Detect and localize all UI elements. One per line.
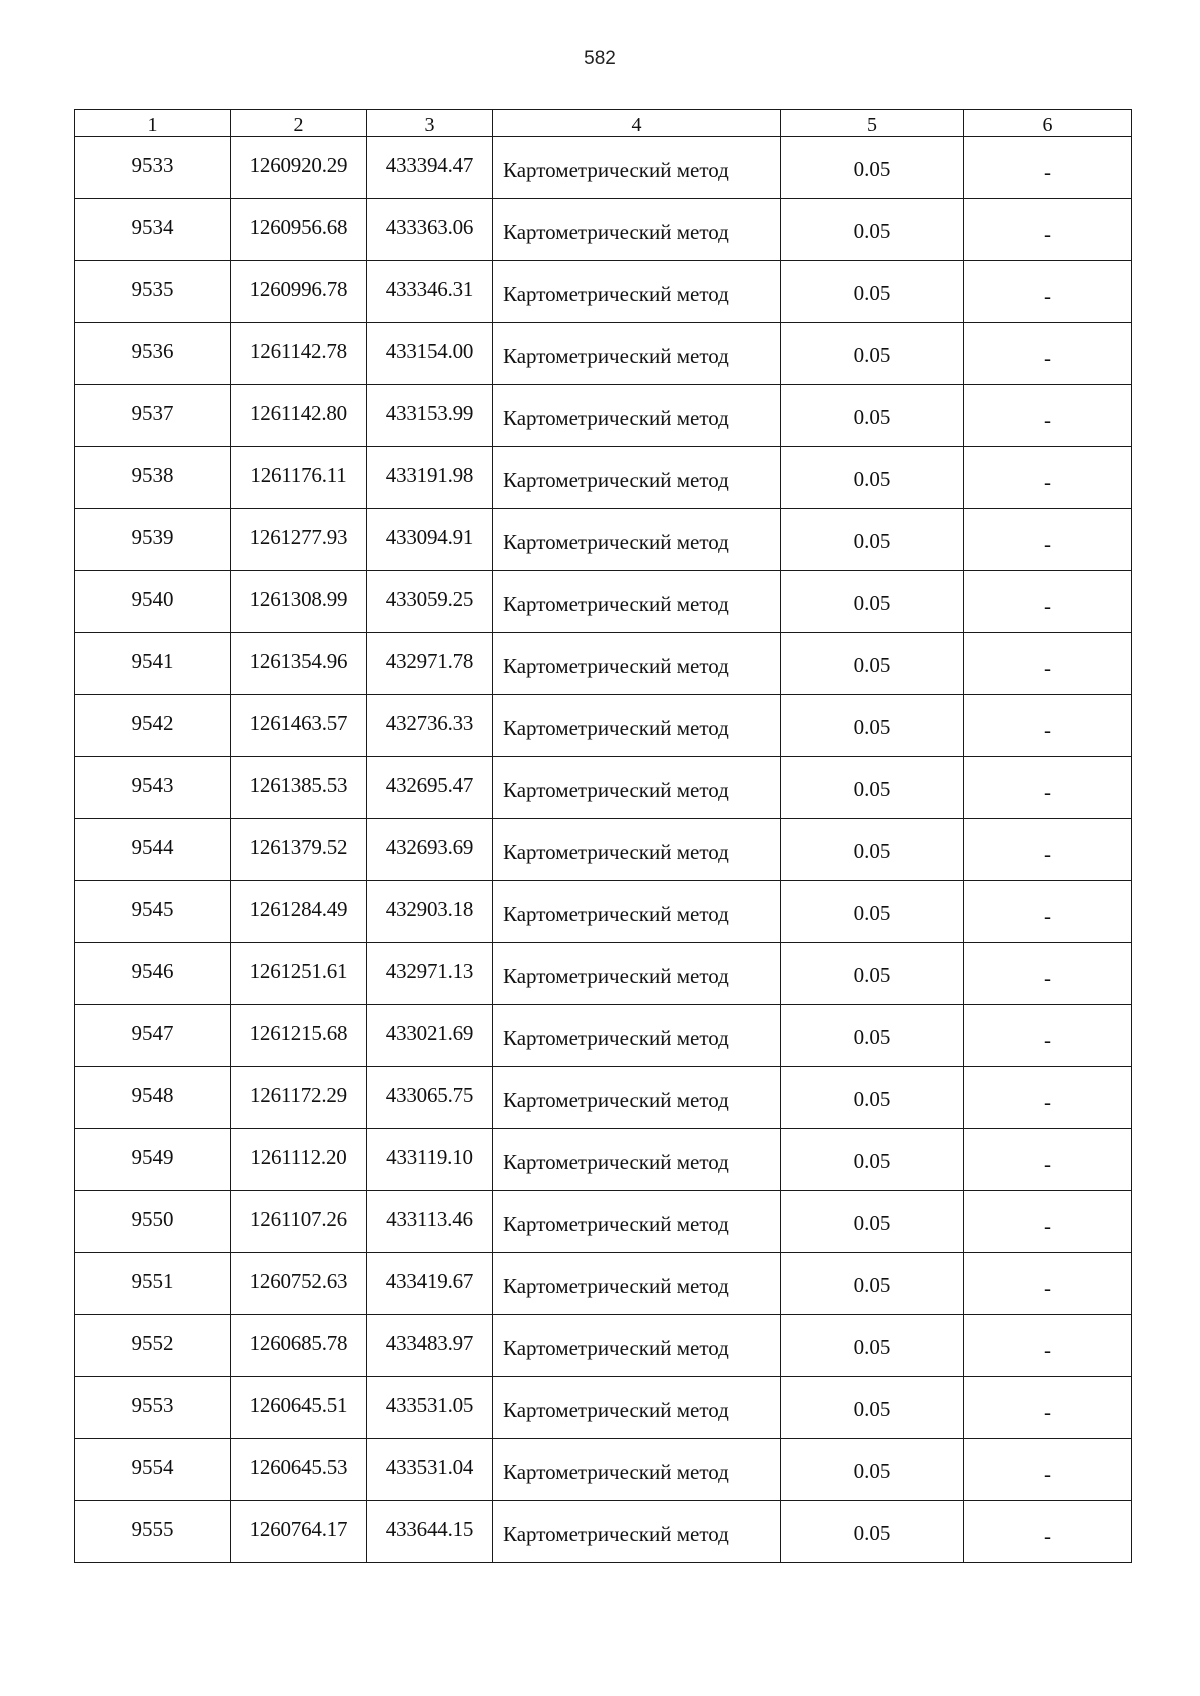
table-row <box>75 509 1132 571</box>
table-row <box>75 1129 1132 1191</box>
method-cell: Картометрический метод <box>493 385 781 447</box>
method-cell: Картометрический метод <box>493 137 781 199</box>
table-row <box>75 261 1132 323</box>
method-cell: Картометрический метод <box>493 1005 781 1067</box>
note-cell: - <box>964 385 1132 447</box>
point-number-cell: 9545 <box>75 881 231 943</box>
point-number-cell: 9549 <box>75 1129 231 1191</box>
y-coordinate-cell: 432693.69 <box>367 819 493 881</box>
error-cell: 0.05 <box>781 1377 964 1439</box>
error-cell: 0.05 <box>781 1191 964 1253</box>
y-coordinate-cell: 432903.18 <box>367 881 493 943</box>
table-row <box>75 1501 1132 1563</box>
note-cell: - <box>964 881 1132 943</box>
point-number-cell: 9543 <box>75 757 231 819</box>
y-coordinate-cell: 433154.00 <box>367 323 493 385</box>
error-cell: 0.05 <box>781 695 964 757</box>
table-row <box>75 757 1132 819</box>
point-number-cell: 9534 <box>75 199 231 261</box>
table-row <box>75 137 1132 199</box>
note-cell: - <box>964 757 1132 819</box>
error-cell: 0.05 <box>781 261 964 323</box>
note-cell: - <box>964 199 1132 261</box>
point-number-cell: 9541 <box>75 633 231 695</box>
note-cell: - <box>964 633 1132 695</box>
note-cell: - <box>964 323 1132 385</box>
method-cell: Картометрический метод <box>493 1067 781 1129</box>
point-number-cell: 9535 <box>75 261 231 323</box>
x-coordinate-cell: 1260996.78 <box>231 261 367 323</box>
error-cell: 0.05 <box>781 385 964 447</box>
table-body <box>75 137 1132 1563</box>
error-cell: 0.05 <box>781 199 964 261</box>
y-coordinate-cell: 433113.46 <box>367 1191 493 1253</box>
note-cell: - <box>964 1129 1132 1191</box>
table-row <box>75 1253 1132 1315</box>
error-cell: 0.05 <box>781 1129 964 1191</box>
x-coordinate-cell: 1261107.26 <box>231 1191 367 1253</box>
y-coordinate-cell: 432736.33 <box>367 695 493 757</box>
point-number-cell: 9533 <box>75 137 231 199</box>
table-row <box>75 881 1132 943</box>
point-number-cell: 9537 <box>75 385 231 447</box>
x-coordinate-cell: 1261284.49 <box>231 881 367 943</box>
x-coordinate-cell: 1260645.51 <box>231 1377 367 1439</box>
point-number-cell: 9542 <box>75 695 231 757</box>
x-coordinate-cell: 1261142.78 <box>231 323 367 385</box>
method-cell: Картометрический метод <box>493 1129 781 1191</box>
method-cell: Картометрический метод <box>493 261 781 323</box>
x-coordinate-cell: 1260764.17 <box>231 1501 367 1563</box>
y-coordinate-cell: 433021.69 <box>367 1005 493 1067</box>
table-row <box>75 447 1132 509</box>
note-cell: - <box>964 137 1132 199</box>
method-cell: Картометрический метод <box>493 323 781 385</box>
error-cell: 0.05 <box>781 943 964 1005</box>
x-coordinate-cell: 1260956.68 <box>231 199 367 261</box>
method-cell: Картометрический метод <box>493 199 781 261</box>
note-cell: - <box>964 571 1132 633</box>
table-row <box>75 1315 1132 1377</box>
y-coordinate-cell: 433394.47 <box>367 137 493 199</box>
error-cell: 0.05 <box>781 819 964 881</box>
method-cell: Картометрический метод <box>493 633 781 695</box>
point-number-cell: 9554 <box>75 1439 231 1501</box>
method-cell: Картометрический метод <box>493 1191 781 1253</box>
note-cell: - <box>964 1067 1132 1129</box>
y-coordinate-cell: 432971.13 <box>367 943 493 1005</box>
y-coordinate-cell: 433065.75 <box>367 1067 493 1129</box>
note-cell: - <box>964 1005 1132 1067</box>
x-coordinate-cell: 1260645.53 <box>231 1439 367 1501</box>
x-coordinate-cell: 1261277.93 <box>231 509 367 571</box>
y-coordinate-cell: 433094.91 <box>367 509 493 571</box>
x-coordinate-cell: 1261379.52 <box>231 819 367 881</box>
y-coordinate-cell: 432695.47 <box>367 757 493 819</box>
note-cell: - <box>964 1501 1132 1563</box>
table-row <box>75 385 1132 447</box>
x-coordinate-cell: 1261112.20 <box>231 1129 367 1191</box>
error-cell: 0.05 <box>781 137 964 199</box>
note-cell: - <box>964 1191 1132 1253</box>
x-coordinate-cell: 1261172.29 <box>231 1067 367 1129</box>
method-cell: Картометрический метод <box>493 757 781 819</box>
note-cell: - <box>964 1253 1132 1315</box>
page-number: 582 <box>584 48 616 69</box>
table-row <box>75 633 1132 695</box>
x-coordinate-cell: 1261463.57 <box>231 695 367 757</box>
method-cell: Картометрический метод <box>493 509 781 571</box>
y-coordinate-cell: 433363.06 <box>367 199 493 261</box>
point-number-cell: 9552 <box>75 1315 231 1377</box>
note-cell: - <box>964 1377 1132 1439</box>
x-coordinate-cell: 1261354.96 <box>231 633 367 695</box>
error-cell: 0.05 <box>781 571 964 633</box>
y-coordinate-cell: 433644.15 <box>367 1501 493 1563</box>
method-cell: Картометрический метод <box>493 1315 781 1377</box>
x-coordinate-cell: 1261385.53 <box>231 757 367 819</box>
table-row <box>75 571 1132 633</box>
column-header-2: 2 <box>231 110 367 137</box>
y-coordinate-cell: 433059.25 <box>367 571 493 633</box>
method-cell: Картометрический метод <box>493 1501 781 1563</box>
x-coordinate-cell: 1260920.29 <box>231 137 367 199</box>
x-coordinate-cell: 1261142.80 <box>231 385 367 447</box>
x-coordinate-cell: 1261176.11 <box>231 447 367 509</box>
column-header-3: 3 <box>367 110 493 137</box>
y-coordinate-cell: 433346.31 <box>367 261 493 323</box>
error-cell: 0.05 <box>781 1501 964 1563</box>
error-cell: 0.05 <box>781 1005 964 1067</box>
header-row <box>75 110 1132 137</box>
table-row <box>75 1377 1132 1439</box>
error-cell: 0.05 <box>781 447 964 509</box>
method-cell: Картометрический метод <box>493 1439 781 1501</box>
error-cell: 0.05 <box>781 1439 964 1501</box>
note-cell: - <box>964 447 1132 509</box>
point-number-cell: 9550 <box>75 1191 231 1253</box>
method-cell: Картометрический метод <box>493 1253 781 1315</box>
table-row <box>75 1439 1132 1501</box>
x-coordinate-cell: 1261215.68 <box>231 1005 367 1067</box>
note-cell: - <box>964 1439 1132 1501</box>
x-coordinate-cell: 1260752.63 <box>231 1253 367 1315</box>
x-coordinate-cell: 1260685.78 <box>231 1315 367 1377</box>
table-row <box>75 1005 1132 1067</box>
point-number-cell: 9539 <box>75 509 231 571</box>
error-cell: 0.05 <box>781 633 964 695</box>
note-cell: - <box>964 943 1132 1005</box>
column-header-1: 1 <box>75 110 231 137</box>
point-number-cell: 9555 <box>75 1501 231 1563</box>
point-number-cell: 9536 <box>75 323 231 385</box>
point-number-cell: 9548 <box>75 1067 231 1129</box>
method-cell: Картометрический метод <box>493 819 781 881</box>
y-coordinate-cell: 433119.10 <box>367 1129 493 1191</box>
point-number-cell: 9538 <box>75 447 231 509</box>
method-cell: Картометрический метод <box>493 571 781 633</box>
error-cell: 0.05 <box>781 757 964 819</box>
table-row <box>75 1067 1132 1129</box>
method-cell: Картометрический метод <box>493 1377 781 1439</box>
y-coordinate-cell: 433153.99 <box>367 385 493 447</box>
note-cell: - <box>964 819 1132 881</box>
point-number-cell: 9540 <box>75 571 231 633</box>
error-cell: 0.05 <box>781 881 964 943</box>
point-number-cell: 9551 <box>75 1253 231 1315</box>
y-coordinate-cell: 433191.98 <box>367 447 493 509</box>
method-cell: Картометрический метод <box>493 943 781 1005</box>
method-cell: Картометрический метод <box>493 881 781 943</box>
x-coordinate-cell: 1261308.99 <box>231 571 367 633</box>
table-row <box>75 199 1132 261</box>
error-cell: 0.05 <box>781 509 964 571</box>
point-number-cell: 9547 <box>75 1005 231 1067</box>
note-cell: - <box>964 261 1132 323</box>
error-cell: 0.05 <box>781 1253 964 1315</box>
y-coordinate-cell: 432971.78 <box>367 633 493 695</box>
table-row <box>75 943 1132 1005</box>
table-row <box>75 323 1132 385</box>
point-number-cell: 9546 <box>75 943 231 1005</box>
error-cell: 0.05 <box>781 1067 964 1129</box>
y-coordinate-cell: 433419.67 <box>367 1253 493 1315</box>
column-header-6: 6 <box>964 110 1132 137</box>
note-cell: - <box>964 1315 1132 1377</box>
error-cell: 0.05 <box>781 1315 964 1377</box>
coordinates-table <box>74 109 1132 1563</box>
table-row <box>75 695 1132 757</box>
y-coordinate-cell: 433531.05 <box>367 1377 493 1439</box>
point-number-cell: 9544 <box>75 819 231 881</box>
method-cell: Картометрический метод <box>493 447 781 509</box>
note-cell: - <box>964 695 1132 757</box>
method-cell: Картометрический метод <box>493 695 781 757</box>
column-header-4: 4 <box>493 110 781 137</box>
x-coordinate-cell: 1261251.61 <box>231 943 367 1005</box>
table-row <box>75 1191 1132 1253</box>
error-cell: 0.05 <box>781 323 964 385</box>
y-coordinate-cell: 433483.97 <box>367 1315 493 1377</box>
table-header <box>75 110 1132 137</box>
point-number-cell: 9553 <box>75 1377 231 1439</box>
note-cell: - <box>964 509 1132 571</box>
table-row <box>75 819 1132 881</box>
column-header-5: 5 <box>781 110 964 137</box>
y-coordinate-cell: 433531.04 <box>367 1439 493 1501</box>
